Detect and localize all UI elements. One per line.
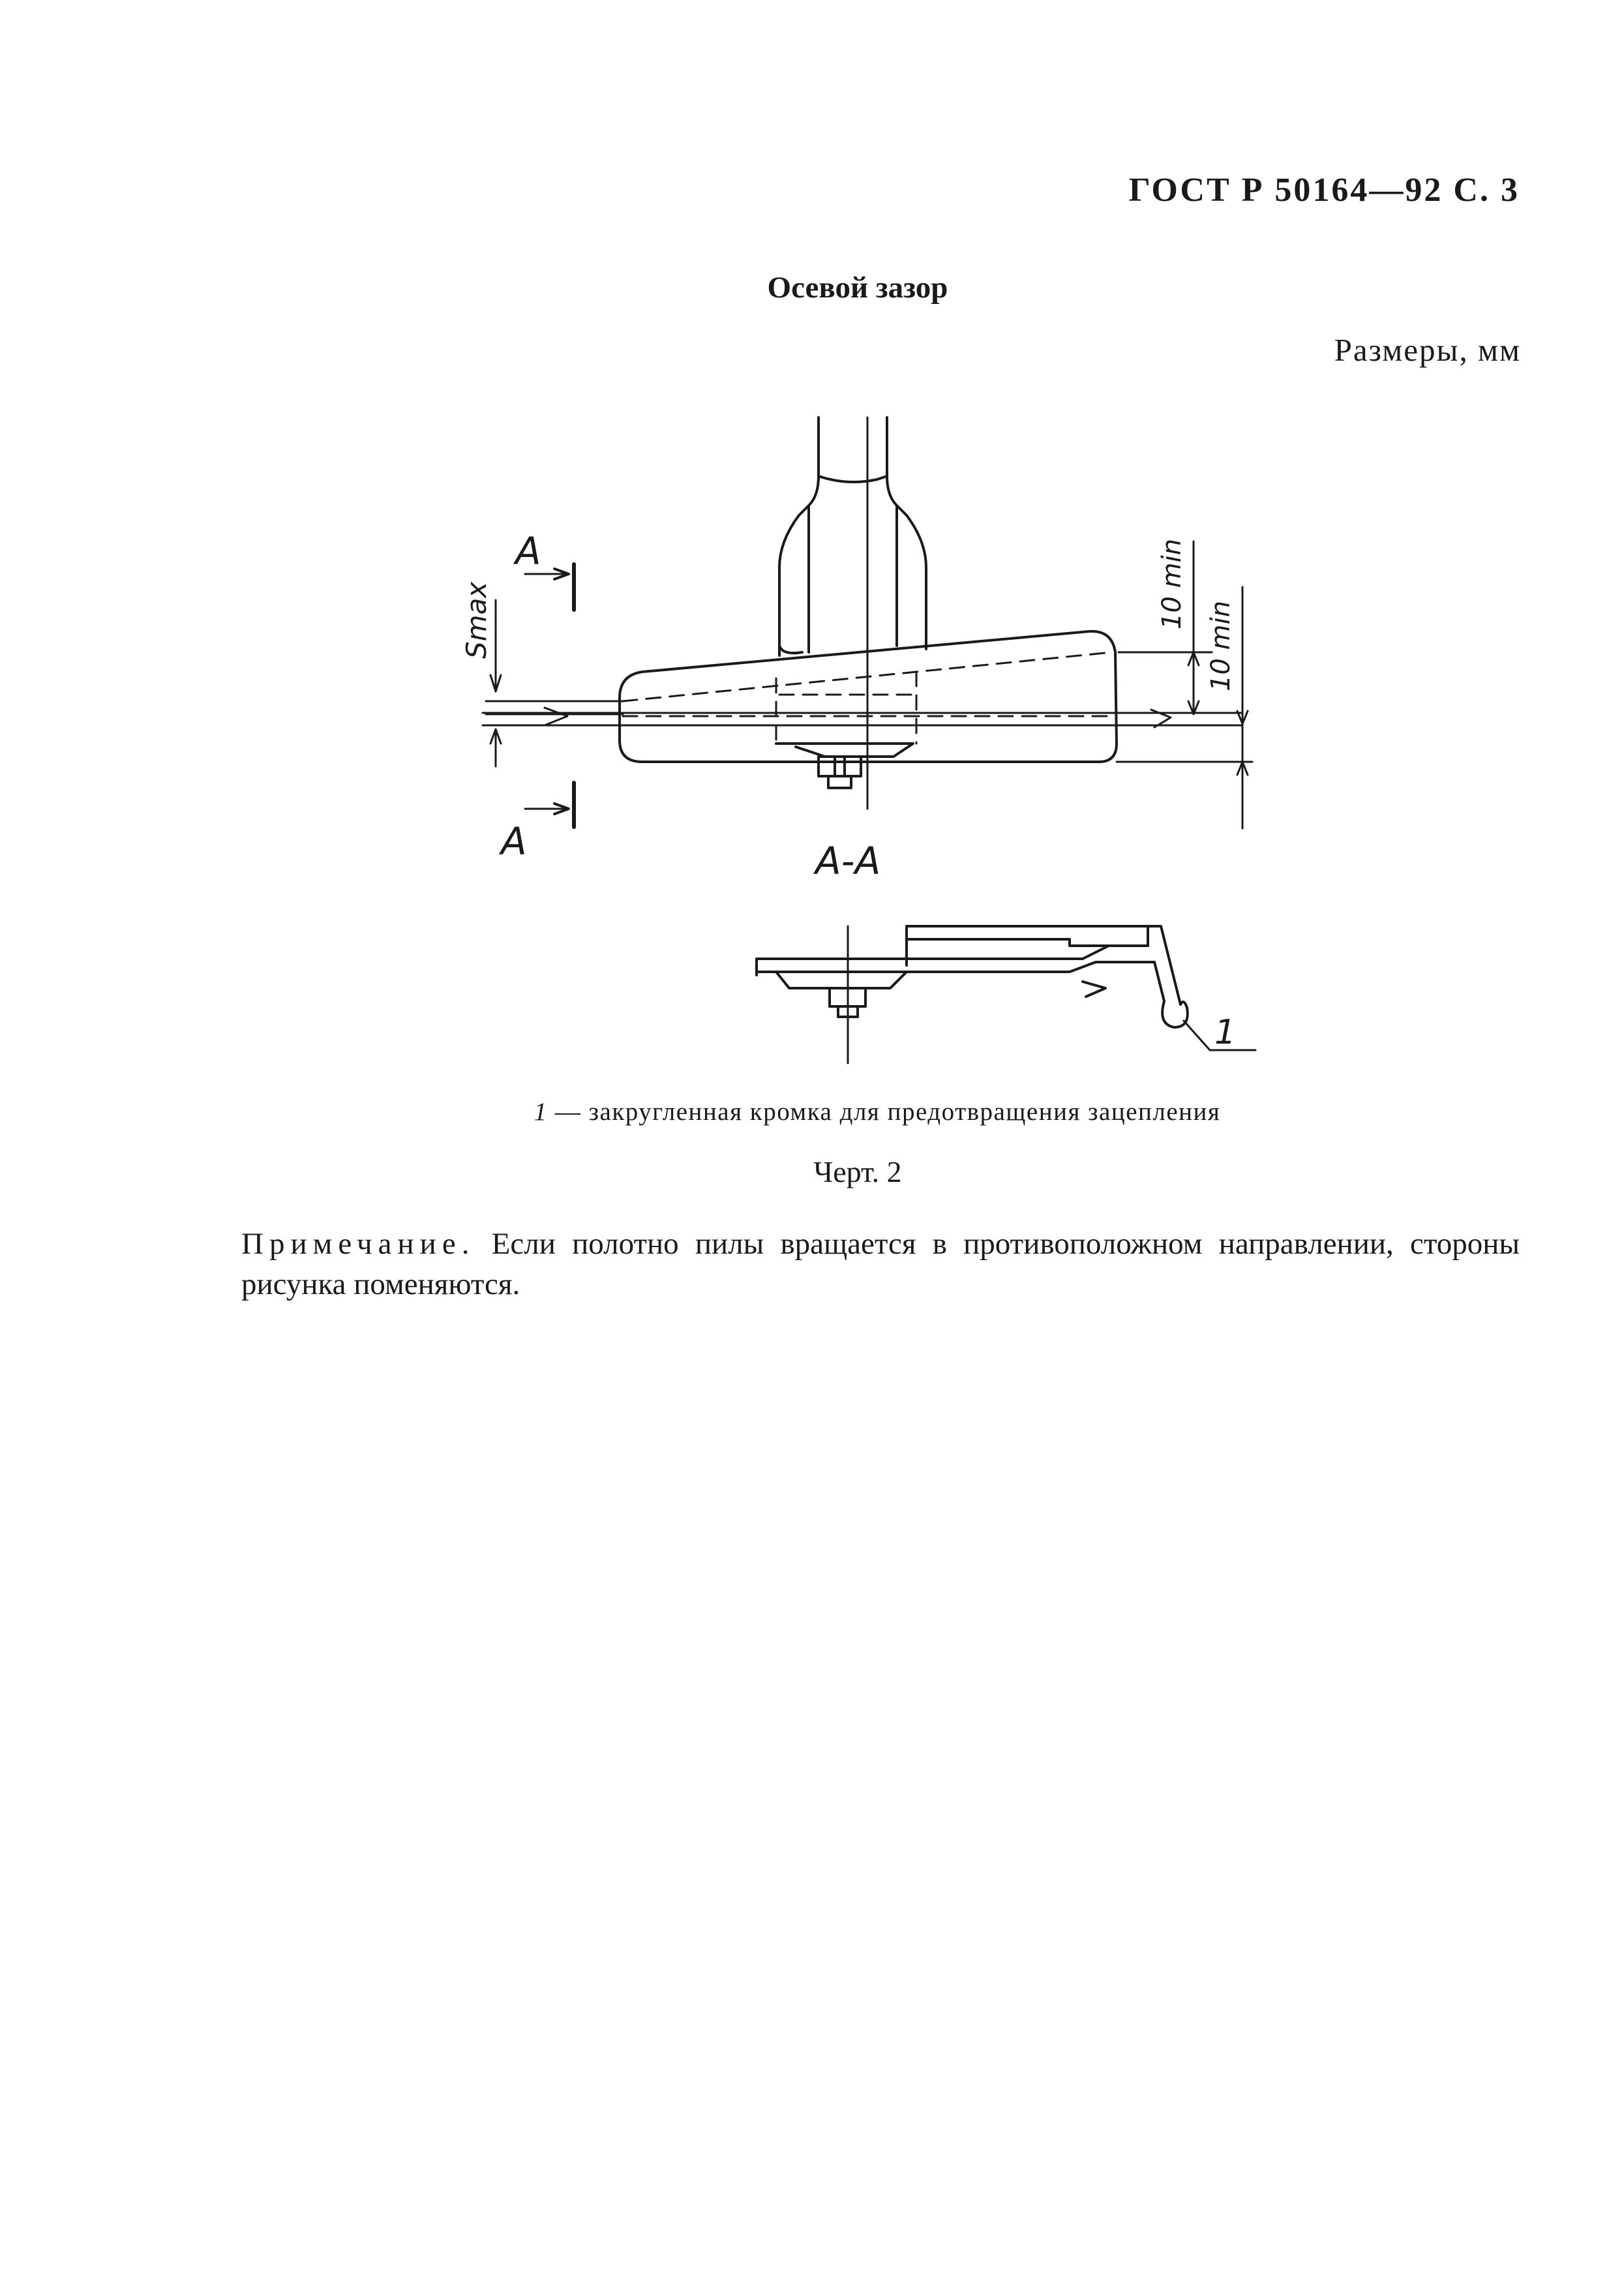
section-title: А-А bbox=[815, 839, 881, 883]
units-label: Размеры, мм bbox=[1334, 332, 1521, 368]
saw-blade-line bbox=[483, 708, 1242, 727]
note-lead: Примечание. bbox=[241, 1227, 475, 1261]
caption-text: — закругленная кромка для предотвращения зацепления bbox=[547, 1098, 1221, 1126]
caption-number: 1 bbox=[534, 1098, 548, 1126]
page-header: ГОСТ Р 50164—92 С. 3 bbox=[1128, 172, 1520, 209]
figure-caption bbox=[0, 1097, 1624, 1126]
holder-stem bbox=[779, 417, 926, 656]
gap-label: Ѕmax bbox=[460, 581, 492, 659]
dim-label-2: 10 min bbox=[1206, 600, 1236, 691]
figure-title: Осевой зазор bbox=[767, 271, 948, 305]
figure-label: Черт. 2 bbox=[813, 1155, 902, 1188]
clamp-nut bbox=[776, 744, 913, 788]
section-mark-bottom-label: A bbox=[501, 819, 527, 864]
gap-dimension bbox=[486, 600, 623, 766]
note-paragraph bbox=[241, 1224, 1520, 1304]
section-marker-bottom bbox=[525, 783, 574, 827]
note-text: Если полотно пилы вращается в противоположном направлении, стороны рисунка поменяются. bbox=[241, 1227, 1520, 1301]
callout-label: 1 bbox=[1214, 1013, 1237, 1052]
section-view bbox=[757, 926, 1188, 1063]
section-mark-top-label: A bbox=[515, 529, 541, 573]
dim-label-1: 10 min bbox=[1157, 538, 1187, 629]
